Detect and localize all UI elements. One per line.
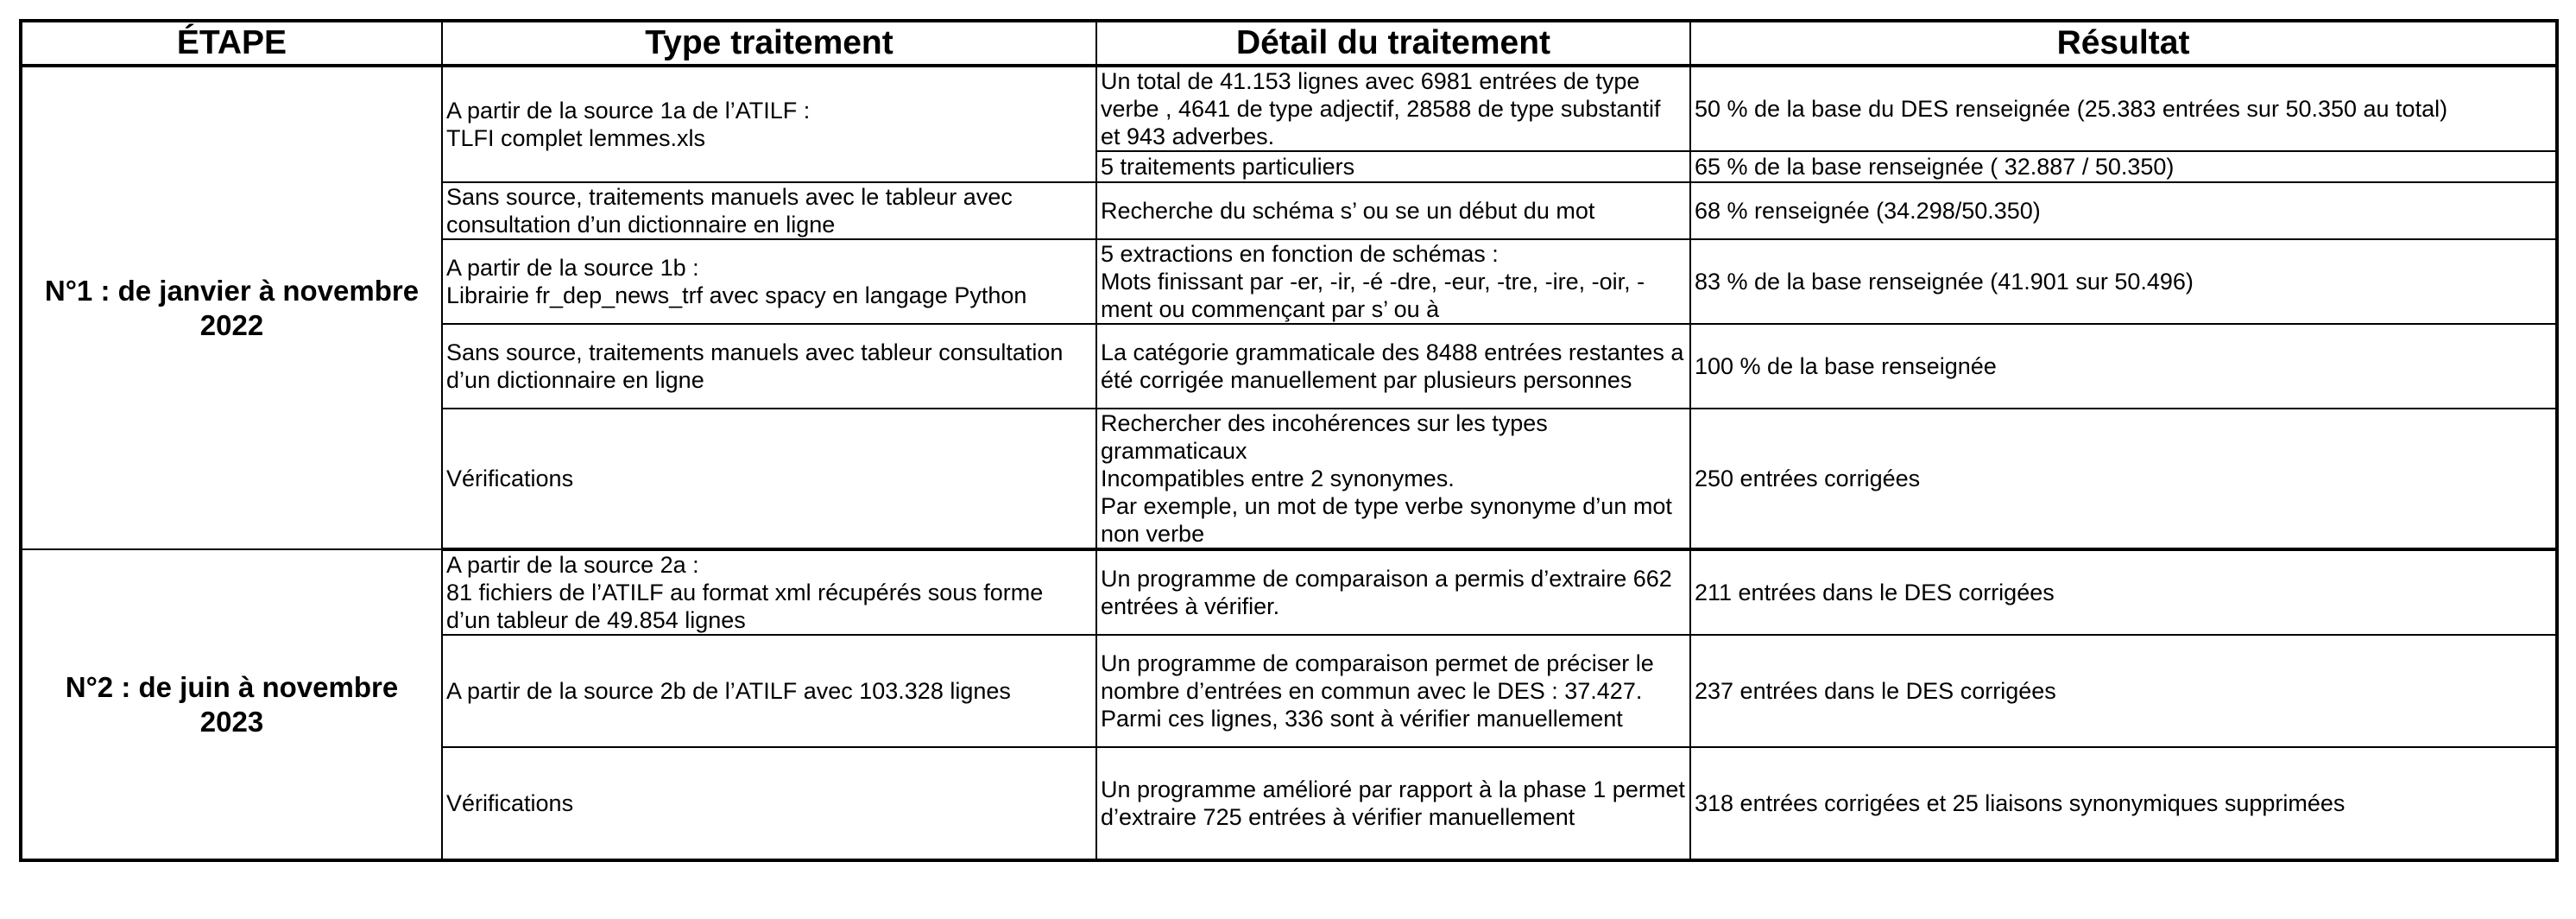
detail-cell: Recherche du schéma s’ ou se un début du mot — [1096, 182, 1690, 239]
type-cell: A partir de la source 2a : 81 fichiers de l’ATILF au format xml récupérés sous forme d’un tableur de 49.854 lignes — [442, 549, 1096, 635]
etape-cell: N°1 : de janvier à novembre 2022 — [21, 66, 442, 549]
header-type-traitement: Type traitement — [442, 21, 1096, 66]
type-cell: A partir de la source 1b : Librairie fr_dep_news_trf avec spacy en langage Python — [442, 239, 1096, 324]
table-row — [21, 549, 2557, 635]
resultat-cell: 83 % de la base renseignée (41.901 sur 50.496) — [1690, 239, 2557, 324]
resultat-cell: 68 % renseignée (34.298/50.350) — [1690, 182, 2557, 239]
resultat-cell: 100 % de la base renseignée — [1690, 324, 2557, 409]
detail-cell: Un total de 41.153 lignes avec 6981 entrées de type verbe , 4641 de type adjectif, 28588 de type substantif et 943 adverbes. — [1096, 66, 1690, 151]
header-etape: ÉTAPE — [21, 21, 442, 66]
detail-cell: Rechercher des incohérences sur les types grammaticaux Incompatibles entre 2 synonymes. Par exemple, un mot de type verbe synonyme d’un mot non verbe — [1096, 409, 1690, 549]
detail-cell: 5 traitements particuliers — [1096, 151, 1690, 182]
detail-cell: La catégorie grammaticale des 8488 entrées restantes a été corrigée manuellement par plusieurs personnes — [1096, 324, 1690, 409]
header-row — [21, 21, 2557, 66]
type-cell: Vérifications — [442, 409, 1096, 549]
detail-cell: 5 extractions en fonction de schémas : Mots finissant par -er, -ir, -é -dre, -eur, -tre, -ire, -oir, -ment ou commençant par s’ ou à — [1096, 239, 1690, 324]
resultat-cell: 318 entrées corrigées et 25 liaisons synonymiques supprimées — [1690, 747, 2557, 860]
detail-cell: Un programme de comparaison a permis d’extraire 662 entrées à vérifier. — [1096, 549, 1690, 635]
resultat-cell: 211 entrées dans le DES corrigées — [1690, 549, 2557, 635]
treatment-table — [19, 19, 2559, 862]
type-cell: A partir de la source 1a de l’ATILF : TLFI complet lemmes.xls — [442, 66, 1096, 182]
detail-cell: Un programme de comparaison permet de préciser le nombre d’entrées en commun avec le DES : 37.427. Parmi ces lignes, 336 sont à vérifier manuellement — [1096, 635, 1690, 747]
type-cell: Sans source, traitements manuels avec le tableur avec consultation d’un dictionnaire en ligne — [442, 182, 1096, 239]
type-cell: A partir de la source 2b de l’ATILF avec 103.328 lignes — [442, 635, 1096, 747]
header-resultat: Résultat — [1690, 21, 2557, 66]
table-row — [21, 66, 2557, 151]
detail-cell: Un programme amélioré par rapport à la phase 1 permet d’extraire 725 entrées à vérifier manuellement — [1096, 747, 1690, 860]
header-detail-traitement: Détail du traitement — [1096, 21, 1690, 66]
type-cell: Vérifications — [442, 747, 1096, 860]
resultat-cell: 237 entrées dans le DES corrigées — [1690, 635, 2557, 747]
resultat-cell: 50 % de la base du DES renseignée (25.383 entrées sur 50.350 au total) — [1690, 66, 2557, 151]
etape-cell: N°2 : de juin à novembre 2023 — [21, 549, 442, 860]
type-cell: Sans source, traitements manuels avec tableur consultation d’un dictionnaire en ligne — [442, 324, 1096, 409]
resultat-cell: 250 entrées corrigées — [1690, 409, 2557, 549]
resultat-cell: 65 % de la base renseignée ( 32.887 / 50.350) — [1690, 151, 2557, 182]
